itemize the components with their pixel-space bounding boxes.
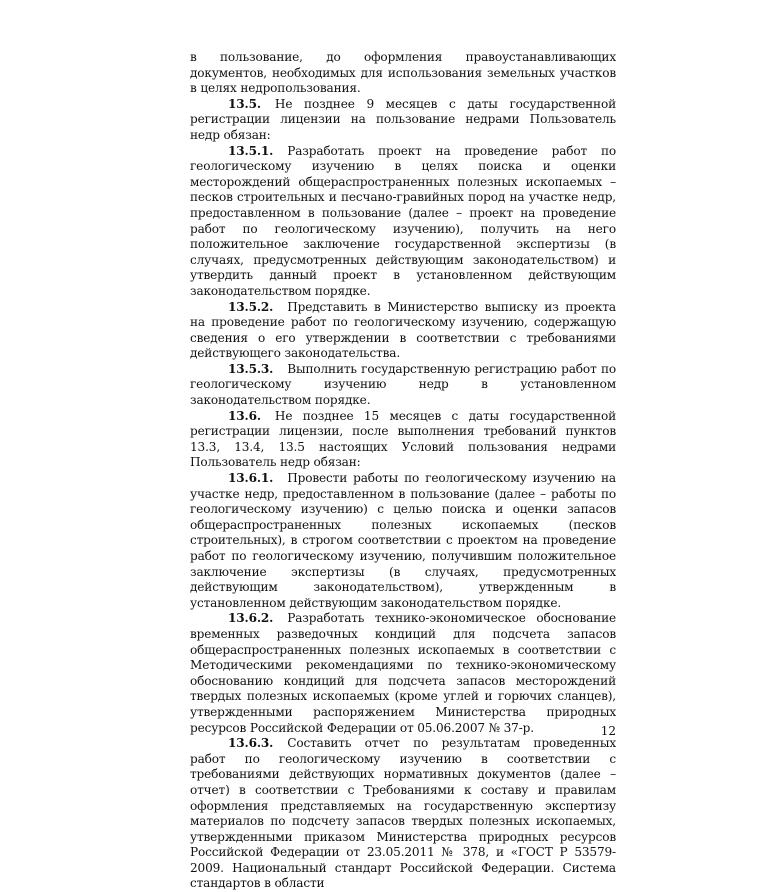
paragraph-13-5: [190, 97, 616, 144]
paragraph-text: в пользование, до оформления правоустанавливающих документов, необходимых для использования земельных участков в целях недропользования.: [190, 50, 616, 96]
paragraph-text: Выполнить государственную регистрацию работ по геологическому изучению недр в установленном законодательством порядке.: [190, 361, 616, 408]
paragraph-text: Разработать технико-экономическое обоснование временных разведочных кондиций для подсчета запасов общераспространенных полезных ископаемых в соответствии с Методическими рекомендациями по технико-экономическому обоснованию кондиций для подсчета запасов месторождений твердых полезных ископаемых (кроме углей и горючих сланцев), утвержденными распоряжением Министерства природных ресурсов Российской Федерации от 05.06.2007 № 37-р.: [190, 611, 616, 735]
document-body: [190, 50, 616, 892]
paragraph-13-5-1: [190, 144, 616, 300]
paragraph-13-6-2: [190, 611, 616, 736]
paragraph-text: Представить в Министерство выписку из проекта на проведение работ по геологическому изучению, содержащую сведения о его утверждении в соответствии с требованиями действующего законодательства.: [190, 299, 616, 361]
clause-number: 13.6.2.: [228, 611, 274, 626]
page-number: 12: [600, 724, 616, 738]
clause-number: 13.5.1.: [228, 143, 274, 158]
paragraph-text: Не позднее 9 месяцев с даты государственной регистрации лицензии на пользование недрами Пользователь недр обязан:: [190, 96, 616, 142]
paragraph-text: Составить отчет по результатам проведенных работ по геологическому изучению в соответствии с требованиями действующих нормативных документов (далее – отчет) в соответствии с Требованиями к составу и правилам оформления представляемых на государственную экспертизу материалов по подсчету запасов твердых полезных ископаемых, утвержденными приказом Министерства природных ресурсов Российской Федерации от 23.05.2011 № 378, и «ГОСТ Р 53579-2009. Национальный стандарт Российской Федерации. Система стандартов в области: [190, 736, 616, 891]
paragraph-13-6-3: [190, 736, 616, 892]
paragraph-13-5-2: [190, 300, 616, 362]
paragraph-text: Разработать проект на проведение работ по геологическому изучению в целях поиска и оценки месторождений общераспространенных полезных ископаемых – песков строительных и песчано-гравийных пород на участке недр, предоставленном в пользование (далее – проект на проведение работ по геологическому изучению), получить на него положительное заключение государственной экспертизы (в случаях, предусмотренных действующим законодательством) и утвердить данный проект в установленном действующим законодательством порядке.: [190, 143, 616, 298]
clause-number: 13.5.2.: [228, 299, 274, 314]
clause-number: 13.5.3.: [228, 361, 274, 376]
clause-number: 13.6.1.: [228, 471, 274, 486]
paragraph-continuation: [190, 50, 616, 97]
paragraph-text: Не позднее 15 месяцев с даты государственной регистрации лицензии, после выполнения требований пунктов 13.3, 13.4, 13.5 настоящих Условий пользования недрами Пользователь недр обязан:: [190, 408, 616, 470]
clause-number: 13.6.: [228, 408, 261, 423]
paragraph-text: Провести работы по геологическому изучению на участке недр, предоставленном в пользование (далее – работы по геологическому изучению) с целью поиска и оценки запасов общераспространенных полезных ископаемых (песков строительных), в строгом соответствии с проектом на проведение работ по геологическому изучению, получившим положительное заключение экспертизы (в случаях, предусмотренных действующим законодательством), утвержденным в установленном действующим законодательством порядке.: [190, 471, 616, 610]
clause-number: 13.5.: [228, 96, 261, 111]
clause-number: 13.6.3.: [228, 736, 274, 751]
paragraph-13-6: [190, 409, 616, 471]
paragraph-13-5-3: [190, 362, 616, 409]
paragraph-13-6-1: [190, 471, 616, 611]
